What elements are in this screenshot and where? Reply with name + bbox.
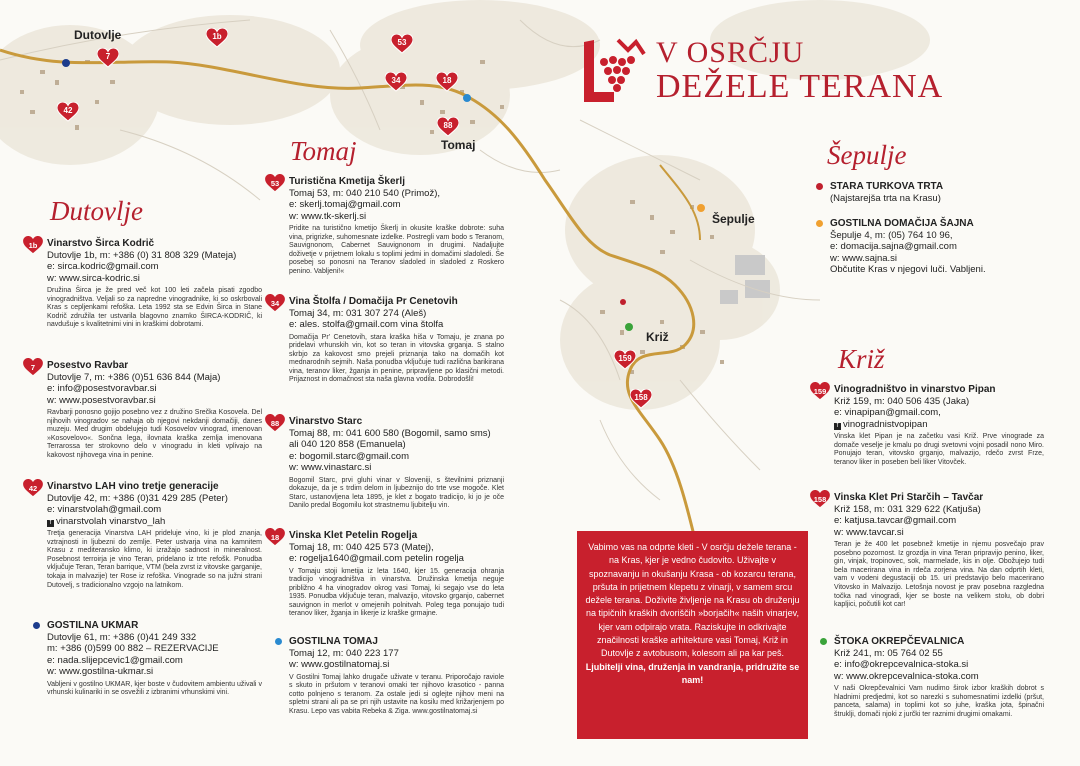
entry-description: Vinska klet Pipan je na začetku vasi Križ. Prve vinograde za domače veselje je kmalu po drugi svetovni vojni posadil nono Miro. Ponujajo teran, vitovsko grganjo, malvazijo, rdečo zvrst Frze, teranov liker in poseben beli liker Vitovček. bbox=[834, 433, 1044, 466]
entry-note: Občutite Kras v njegovi luči. Vabljeni. bbox=[830, 264, 986, 275]
entry-description: Teran je že 400 let posebnež kmetije in njemu posvečajo prav posebno pozornost. Iz grozdja in vina Teran pripravijo penino, liker, gin, vinjak, tropinovec, sok, marmelade, kis in olje. Obožujejo tudi bela macerirana vina in rdeča zorjena vina. Na dan odprtih kleti, vam v vodeni degustaciji ob 15. uri predstavijo belo macerirano Vitovsko in Malvazijo. Letošnja novost je prav posebna razgledna točka nad vinogradi, kjer se boste na velikem stolu, ob dobri kapljici, počutili kot car! bbox=[834, 541, 1044, 609]
entry-gostilna-ukmar bbox=[47, 620, 262, 698]
legend-dot-icon bbox=[816, 220, 823, 227]
entry-address: Dutovlje 61, m: +386 (0)41 249 332 bbox=[47, 631, 197, 643]
section-heading-kriz: Križ bbox=[838, 344, 885, 374]
entry-petelin-rogelja bbox=[270, 530, 504, 619]
entry-address: Tomaj 18, m: 040 425 573 (Matej), bbox=[289, 541, 434, 553]
map-dot-turkova-trta bbox=[620, 299, 626, 305]
entry-email[interactable]: e: ales. stolfa@gmail.com vina štolfa bbox=[289, 319, 444, 330]
entry-website[interactable]: w: www.sajna.si bbox=[830, 252, 898, 264]
entry-email[interactable]: e: sirca.kodric@gmail.com bbox=[47, 261, 159, 272]
entry-vinarstvo-lah bbox=[28, 481, 262, 590]
map-dot-gostilna-ukmar bbox=[62, 59, 70, 67]
entry-website[interactable]: w: www.vinastarc.si bbox=[289, 462, 372, 473]
badge-heart-icon: 42 bbox=[23, 479, 43, 497]
entry-name: Vinarstvo Starc bbox=[289, 416, 363, 427]
entry-website[interactable]: w: www.sirca-kodric.si bbox=[47, 272, 140, 284]
entry-description: Bogomil Starc, prvi gluhi vinar v Sloveniji, s številnimi priznanji dokazuje, da je s trdim delom in ljubeznijo do trte vse mogoče. Klet Starc, ustanovljena leta 1895, je klet z bogato tradicijo, ki jo je oče Danilo predal Bogomilu kot strastnemu ljubitelju vin. bbox=[289, 476, 504, 510]
entry-name: GOSTILNA UKMAR bbox=[47, 620, 139, 631]
entry-name: ŠTOKA OKREPČEVALNICA bbox=[834, 636, 965, 647]
entry-email[interactable]: e: katjusa.tavcar@gmail.com bbox=[834, 515, 957, 526]
badge-heart-icon: 34 bbox=[265, 294, 285, 312]
map-pin-1b[interactable]: 1b bbox=[206, 28, 228, 48]
legend-dot-icon bbox=[816, 183, 823, 190]
entry-description: Družina Širca je že pred več kot 100 leti začela pisati zgodbo vinogradništva. Veljali so za napredne vinogradnike, ki so oskrbovali Kras s cepljenkami refoška. Leta 1992 sta se Edvin Širca in Stane Kodrič združila ter ustvarila blagovno znamko ŠIRCA-KODRIČ, ki navdušuje s kvalitetnimi vini in kraškimi dobrotami. bbox=[47, 287, 262, 329]
entry-pri-starcih bbox=[813, 492, 1044, 610]
map-pin-88[interactable]: 88 bbox=[437, 117, 459, 137]
entry-name: STARA TURKOVA TRTA bbox=[830, 181, 944, 192]
map-pin-42[interactable]: 42 bbox=[57, 102, 79, 122]
invitation-box bbox=[577, 531, 808, 739]
entry-address: Dutovlje 7, m: +386 (0)51 636 844 (Maja) bbox=[47, 371, 221, 383]
entry-vinarstvo-starc bbox=[270, 416, 504, 511]
section-heading-dutovlje: Dutovlje bbox=[50, 196, 143, 226]
village-label-sepulje: Šepulje bbox=[712, 212, 755, 226]
entry-address: Tomaj 34, m: 031 307 274 (Aleš) bbox=[289, 307, 427, 319]
invitation-callout: Ljubitelji vina, druženja in vandranja, pridružite se nam! bbox=[585, 661, 800, 685]
entry-address: Dutovlje 1b, m: +386 (0) 31 808 329 (Mateja) bbox=[47, 249, 237, 261]
entry-phone: ali 040 120 858 (Emanuela) bbox=[289, 439, 406, 450]
entry-address: Dutovlje 42, m: +386 (0)31 429 285 (Peter) bbox=[47, 492, 228, 504]
entry-email[interactable]: e: info@okrepcevalnica-stoka.si bbox=[834, 659, 969, 670]
entry-name: Posestvo Ravbar bbox=[47, 360, 129, 371]
facebook-icon: f bbox=[834, 423, 841, 430]
entry-name: Turistična Kmetija Škerlj bbox=[289, 176, 405, 187]
entry-website[interactable]: w: www.tk-skerlj.si bbox=[289, 210, 367, 222]
badge-heart-icon: 159 bbox=[810, 382, 830, 400]
legend-dot-icon bbox=[33, 622, 40, 629]
map-dot-sajna bbox=[697, 204, 705, 212]
entry-website[interactable]: w: www.tavcar.si bbox=[834, 526, 904, 538]
village-label-tomaj: Tomaj bbox=[441, 138, 476, 152]
entry-website[interactable]: w: www.posestvoravbar.si bbox=[47, 394, 156, 406]
entry-email[interactable]: e: bogomil.starc@gmail.com bbox=[289, 450, 409, 462]
entry-email[interactable]: e: info@posestvoravbar.si bbox=[47, 383, 157, 394]
entry-description: Pridite na turistično kmetijo Škerlj in okusite kraške dobrote: suha vina, prigrizke, suhomesnate izdelke. Postregli vam bodo s Teranom, Sauvignonom, Cabernet Sauvignonom in drugimi. Nadaljujte doživetje v prijetnem lokalu s toplimi jedmi in domačimi sladoledi. Še posebej so ponosni na Teranov sladoled in sladoled z Roskero penino. Vabljeni!« bbox=[289, 225, 504, 275]
entry-name: Vinogradništvo in vinarstvo Pipan bbox=[834, 384, 996, 395]
map-pin-18[interactable]: 18 bbox=[436, 72, 458, 92]
entry-address: Šepulje 4, m: (05) 764 10 96, bbox=[830, 229, 953, 241]
entry-name: Vinarstvo LAH vino tretje generacije bbox=[47, 481, 219, 492]
entry-name: GOSTILNA TOMAJ bbox=[289, 636, 378, 647]
entry-description: V Gostilni Tomaj lahko drugače uživate v teranu. Priporočajo raviole s skuto in pršutom v teranovi omaki ter njihovo krasotico - panna cotto polnjeno s teranom. Za ostale jedi si oglejte njihov meni na spletni strani ali pa se pri njih ustavite na kosilu med križarjenjem po Krasu. Lepo vas vabita Rebeka & Ziga. www.gostilnatomaj.si bbox=[289, 673, 504, 715]
map-pin-159[interactable]: 159 bbox=[614, 350, 636, 370]
badge-heart-icon: 88 bbox=[265, 414, 285, 432]
entry-social[interactable]: vinogradnistvopipan bbox=[843, 418, 928, 430]
title-line1: V OSRČJU bbox=[656, 36, 805, 69]
entry-website[interactable]: w: www.gostilna-ukmar.si bbox=[47, 666, 154, 677]
entry-description: Ravbarji ponosno gojijo posebno vez z družino Srečka Kosovela. Del njihovih vinogradov se nahaja ob njegovi nekdanji domačiji, danes muzeju. Med drugim obdelujejo tudi Kosovelov vinograd, imenovan »Kosovelovo«. Sončna lega, ilovnata kraška zemlja imenovana Terrarossa ter strokovno delo v vinogradu in kleti vplivajo na kakovost njihovega vina in penine. bbox=[47, 409, 262, 459]
village-label-kriz: Križ bbox=[646, 330, 669, 344]
entry-turkova-trta bbox=[830, 181, 1040, 204]
entry-website[interactable]: w: www.gostilnatomaj.si bbox=[289, 659, 390, 670]
grape-logo-icon bbox=[580, 36, 646, 112]
entry-website[interactable]: w: www.okrepcevalnica-stoka.com bbox=[834, 670, 979, 682]
entry-stoka-okrepcevalnica bbox=[834, 636, 1044, 719]
badge-heart-icon: 1b bbox=[23, 236, 43, 254]
facebook-icon: f bbox=[47, 520, 54, 527]
entry-address: Tomaj 53, m: 040 210 540 (Primož), bbox=[289, 187, 441, 199]
legend-dot-icon bbox=[275, 638, 282, 645]
badge-heart-icon: 158 bbox=[810, 490, 830, 508]
entry-name: Vinska Klet Pri Starčih – Tavčar bbox=[834, 492, 984, 503]
entry-phone: m: +386 (0)599 00 882 – REZERVACIJE bbox=[47, 643, 219, 654]
entry-email[interactable]: e: skerlj.tomaj@gmail.com bbox=[289, 199, 401, 210]
entry-description: Tretja generacija Vinarstva LAH prideluje vino, ki je plod znanja, vztrajnosti in ljubezni do zemlje. Peter ustvarja vina na kamnitem Krasu z mediteransko klimo, ki izražajo sadnost in mineralnost. Posebnost terroirja je vino Teran, pridelano iz trte refošk. Ponudba vključuje Teran, Teran barrique, VTM (bela zvrst iz vitovske garganije, tokaja in malvazije) ter Rose iz refoška. Vinograde so na južni strani Dutovelj, s tradicionalno vzgojo na latnikom. bbox=[47, 530, 262, 589]
entry-address: Tomaj 12, m: 040 223 177 bbox=[289, 647, 399, 659]
title-line2: DEŽELE TERANA bbox=[656, 68, 944, 105]
entry-social[interactable]: vinarstvolah vinarstvo_lah bbox=[56, 515, 166, 527]
section-heading-tomaj: Tomaj bbox=[290, 136, 357, 166]
entry-kmetija-skerlj bbox=[270, 176, 504, 277]
map-pin-7[interactable]: 7 bbox=[97, 48, 119, 68]
entry-description: V Tomaju stoji kmetija iz leta 1640, kjer 15. generacija ohranja tradicijo vinogradništva in vinarstva. Družinska kmetija neguje približno 4 ha vinogradov okrog vasi Tomaj, ki segajo vse do leta 1935. Ponudba vključuje teran, malvazijo, vitovsko grganjo, cabernet sauvignon in merlot v omejenih polnitvah. Poleg tega ponujajo tudi teranov liker, žganja in likerje iz kraške grmajne. bbox=[289, 567, 504, 618]
badge-heart-icon: 18 bbox=[265, 528, 285, 546]
entry-note: (Najstarejša trta na Krasu) bbox=[830, 192, 941, 204]
entry-gostilna-tomaj bbox=[289, 636, 504, 716]
entry-name: GOSTILNA DOMAČIJA ŠAJNA bbox=[830, 218, 974, 229]
entry-email[interactable]: e: vinarstvolah@gmail.com bbox=[47, 504, 162, 515]
entry-posestvo-ravbar bbox=[30, 360, 262, 461]
entry-email[interactable]: e: nada.slijepcevic1@gmail.com bbox=[47, 654, 183, 666]
section-heading-sepulje: Šepulje bbox=[827, 140, 907, 170]
entry-pipan bbox=[813, 384, 1044, 467]
map-dot-stoka bbox=[625, 323, 633, 331]
badge-heart-icon: 7 bbox=[23, 358, 43, 376]
entry-email[interactable]: e: domacija.sajna@gmail.com bbox=[830, 241, 957, 252]
invitation-text: Vabimo vas na odprte kleti - V osrčju dežele terana - na Kras, kjer je vedno čudovito. Uživajte v spoznavanju in okušanju Krasa - ob kozarcu terana, pršuta in prijetnem klepetu z vinarji, v samem srcu dežele terana. Doživite življenje na Krasu ob druženju na tipičnih kraških dvoriščih »borjačih« naših vinarjev, kjer vam odpirajo vrata. Raziskujte in odkrivajte značilnosti kraške arhitekture vasi Tomaj, Križ in Dutovlje z avtobusom, kolesom ali pa kar peš. bbox=[585, 542, 800, 659]
entry-description: Domačija Pr' Cenetovih, stara kraška hiša v Tomaju, je znana po pridelavi vrhunskih vin, kot so teran in vitovska grganja. S stalno skrbjo za kakovost smo prejeli priznanja tako na domačih kot mednarodnih sejmih. Naša ponudba vključuje tudi različna barikirana vina, teranov liker, žganja in penine, pripravljene po klasični metodi. Prijaznost in domačnost sta naša glavna vodila. Dobrodošli! bbox=[289, 333, 504, 384]
entry-gostilna-sajna bbox=[830, 218, 1040, 276]
village-label-dutovlje: Dutovlje bbox=[74, 28, 122, 42]
legend-dot-icon bbox=[820, 638, 827, 645]
map-dot-gostilna-tomaj bbox=[463, 94, 471, 102]
entry-name: Vina Štolfa / Domačija Pr Cenetovih bbox=[289, 296, 458, 307]
entry-vina-stolfa bbox=[270, 296, 504, 385]
map-pin-53[interactable]: 53 bbox=[391, 34, 413, 54]
entry-address: Križ 159, m: 040 506 435 (Jaka) bbox=[834, 395, 970, 407]
badge-heart-icon: 53 bbox=[265, 174, 285, 192]
entry-description: Vabljeni v gostilno UKMAR, kjer boste v čudovitem ambientu uživali v vrhunski kulinariki in se osvežili z izbranimi vrhunskimi vini. bbox=[47, 680, 262, 697]
entry-email[interactable]: e: rogelja1640@gmail.com petelin rogelja bbox=[289, 553, 464, 564]
entry-address: Tomaj 88, m: 041 600 580 (Bogomil, samo sms) bbox=[289, 427, 491, 439]
map-pin-158[interactable]: 158 bbox=[630, 389, 652, 409]
entry-sirca-kodric bbox=[28, 238, 262, 330]
entry-email[interactable]: e: vinapipan@gmail.com, bbox=[834, 407, 941, 418]
map-pin-34[interactable]: 34 bbox=[385, 72, 407, 92]
entry-description: V naši Okrepčevalnici Vam nudimo širok izbor kraških dobrot s hladnimi predjedmi, kot so narezki s suhomesnatimi izdelki (pršut, panceta, salama) in toplimi kot so juhe, kraška jota, špinačni štruklji, domači njoki z jurčki ter raznimi drugimi omakami. bbox=[834, 685, 1044, 718]
entry-name: Vinska Klet Petelin Rogelja bbox=[289, 530, 418, 541]
entry-address: Križ 158, m: 031 329 622 (Katjuša) bbox=[834, 503, 981, 515]
entry-name: Vinarstvo Širca Kodrič bbox=[47, 238, 155, 249]
entry-address: Križ 241, m: 05 764 02 55 bbox=[834, 647, 943, 659]
